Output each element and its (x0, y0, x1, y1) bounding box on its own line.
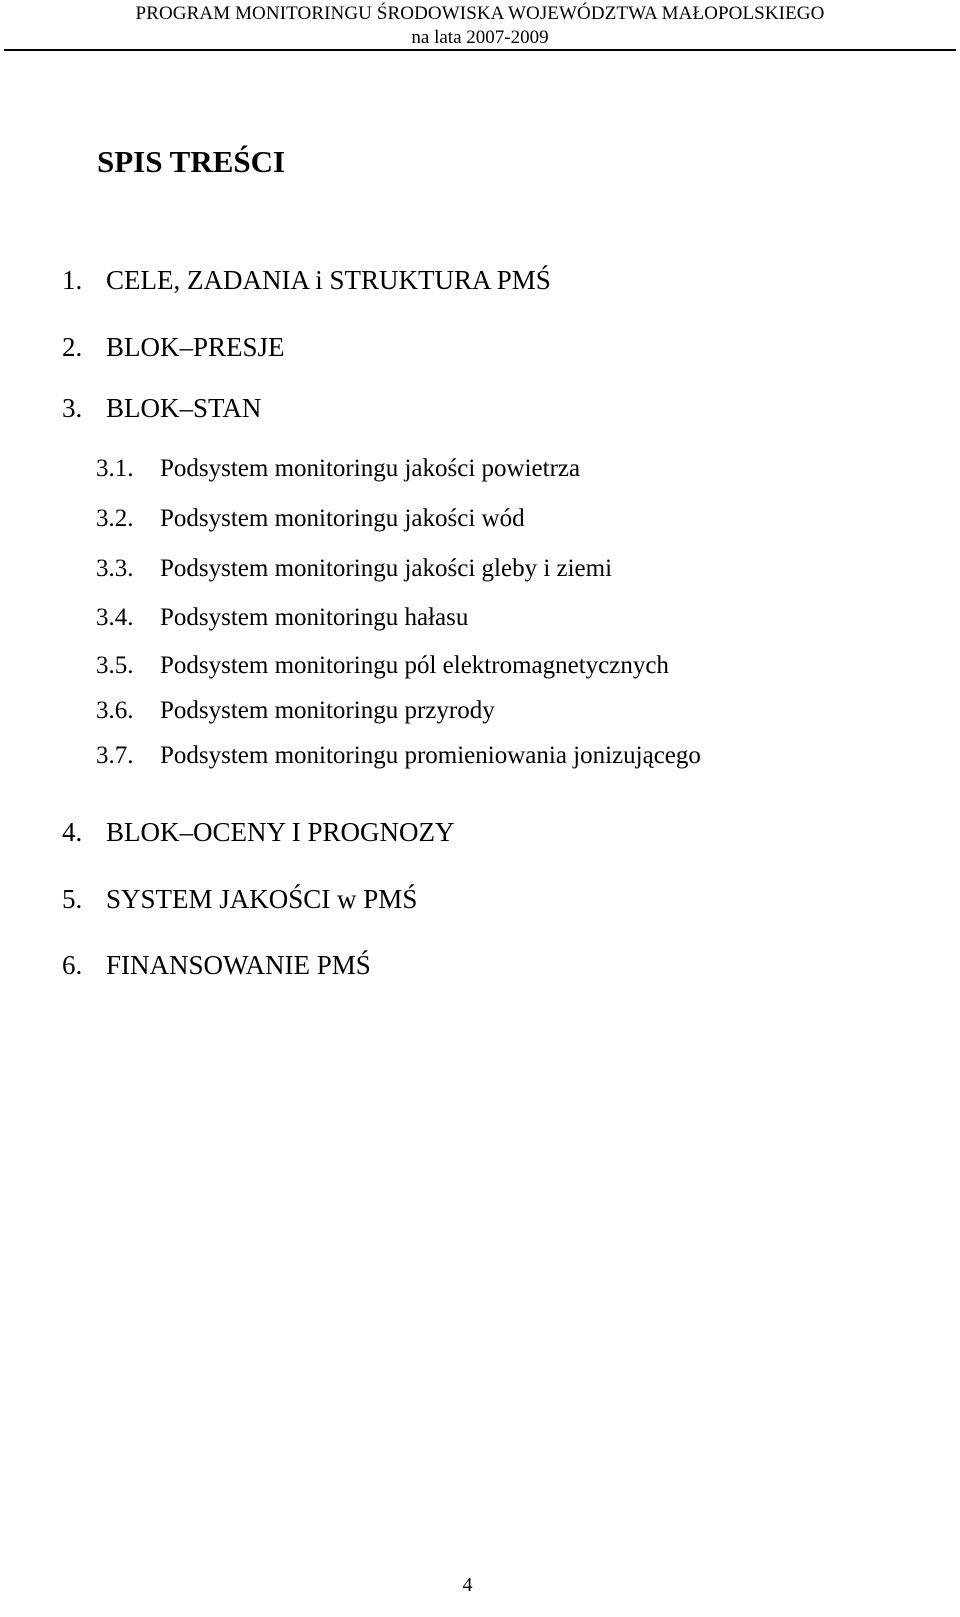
toc-entry-5[interactable] (62, 884, 417, 915)
toc-entry-3-5[interactable] (96, 652, 669, 680)
toc-entry-1[interactable] (62, 265, 551, 296)
toc-entry-number: 4. (62, 817, 83, 847)
toc-entry-3-6[interactable] (96, 697, 495, 725)
toc-entry-number: 3.3. (96, 555, 134, 582)
toc-entry-number: 3.7. (96, 742, 134, 769)
toc-entry-number: 3.6. (96, 697, 134, 724)
toc-entry-3-2[interactable] (96, 505, 525, 533)
toc-title: SPIS TREŚCI (97, 144, 286, 179)
toc-entry-3-3[interactable] (96, 555, 612, 583)
toc-entry-3-4[interactable] (96, 604, 468, 632)
toc-entry-label: BLOK–OCENY I PROGNOZY (106, 817, 455, 847)
header-title: PROGRAM MONITORINGU ŚRODOWISKA WOJEWÓDZTWA MAŁOPOLSKIEGO (135, 3, 825, 24)
toc-entry-number: 3. (62, 393, 83, 423)
toc-entry-label: BLOK–STAN (106, 393, 262, 423)
toc-entry-number: 3.2. (96, 505, 134, 532)
toc-entry-2[interactable] (62, 332, 285, 363)
toc-entry-4[interactable] (62, 817, 455, 848)
toc-entry-number: 3.1. (96, 455, 134, 482)
toc-entry-label: Podsystem monitoringu hałasu (160, 604, 469, 631)
toc-entry-number: 1. (62, 265, 83, 295)
toc-entry-label: CELE, ZADANIA i STRUKTURA PMŚ (106, 265, 551, 295)
header-subtitle: na lata 2007-2009 (411, 27, 549, 48)
toc-entry-label: Podsystem monitoringu jakości gleby i ziemi (160, 555, 613, 582)
toc-entry-number: 2. (62, 332, 83, 362)
toc-entry-label: BLOK–PRESJE (106, 332, 285, 362)
header-divider (4, 49, 956, 51)
toc-entry-label: Podsystem monitoringu pól elektromagnetycznych (160, 652, 669, 679)
toc-entry-3-1[interactable] (96, 455, 580, 483)
page-number: 4 (462, 1574, 473, 1596)
toc-entry-number: 5. (62, 884, 83, 914)
toc-entry-label: SYSTEM JAKOŚCI w PMŚ (106, 884, 418, 914)
toc-entry-label: Podsystem monitoringu jakości powietrza (160, 455, 581, 482)
toc-entry-6[interactable] (62, 950, 371, 981)
toc-entry-number: 3.4. (96, 604, 134, 631)
toc-entry-number: 3.5. (96, 652, 134, 679)
toc-entry-number: 6. (62, 950, 83, 980)
toc-entry-3-7[interactable] (96, 742, 701, 770)
toc-entry-label: Podsystem monitoringu promieniowania jonizującego (160, 742, 701, 769)
toc-entry-label: FINANSOWANIE PMŚ (106, 950, 371, 980)
toc-entry-label: Podsystem monitoringu jakości wód (160, 505, 525, 532)
toc-entry-3[interactable] (62, 393, 261, 424)
toc-entry-label: Podsystem monitoringu przyrody (160, 697, 495, 724)
